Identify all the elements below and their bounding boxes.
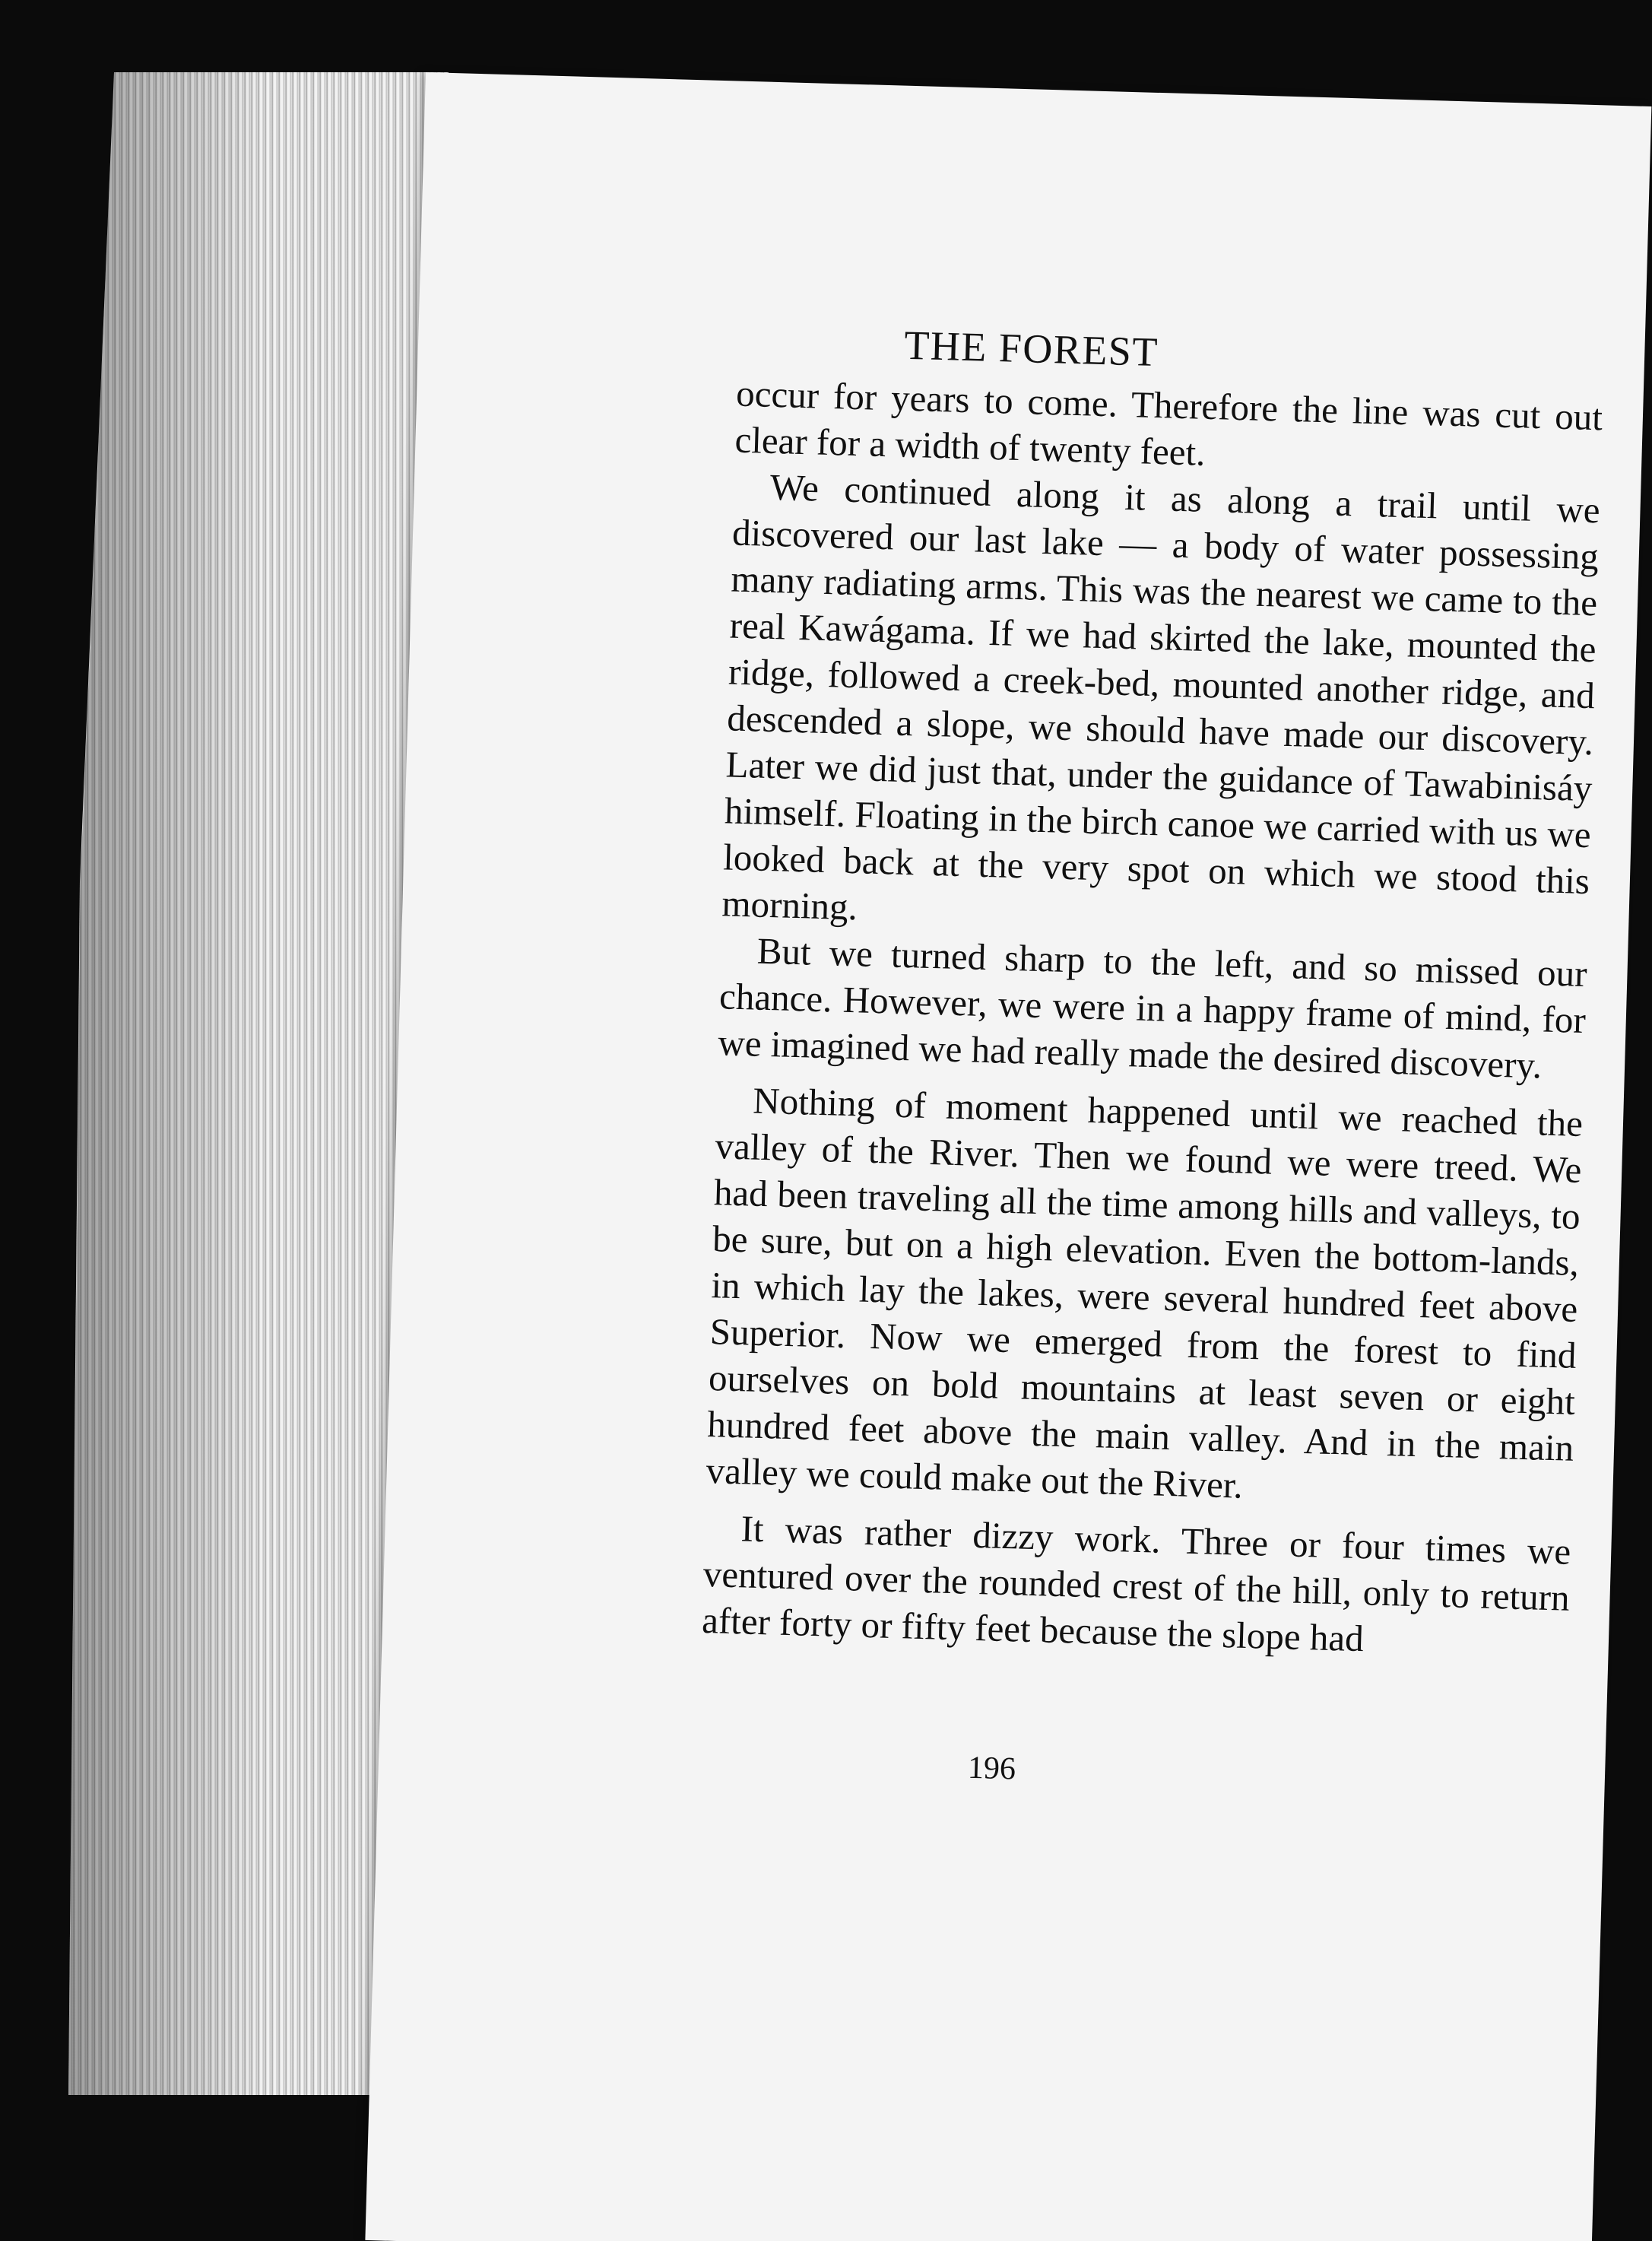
page-number: 196 bbox=[967, 1750, 1016, 1787]
book-page bbox=[365, 72, 1651, 2241]
paragraph: It was rather dizzy work. Three or four times we ventured over the rounded crest of the hill, only to return after forty or fifty feet because the slope had bbox=[701, 1507, 1572, 1660]
paragraph: We continued along it as along a trail until we discovered our last lake — a body of water possessing many radiating arms. This was the nearest we came to the real Kawágama. If we had skirted the lake, mounted the ridge, followed a creek-bed, mounted another ridge, and descended a slope, we should have made our discovery. Later we did just that, under the guidance of Tawabinisáy himself. Floating in the birch canoe we carried with us we looked back at the very spot on which we stood this morning. bbox=[721, 465, 1601, 928]
paragraph: But we turned sharp to the left, and so missed our chance. However, we were in a happy frame of mind, for we imagined we had really made the desired discovery. bbox=[717, 929, 1588, 1087]
running-head: THE FOREST bbox=[903, 322, 1159, 376]
paragraph: Nothing of moment happened until we reached the valley of the River. Then we found we were treed. We had been traveling all the time among hills and valleys, to be sure, but on a high elevation. Even the bottom-lands, in which lay the lakes, were several hundred feet above Superior. Now we emerged from the forest to find ourselves on bold mountains at least seven or eight hundred feet above the main valley. And in the main valley we could make out the River. bbox=[706, 1079, 1584, 1506]
page-edge-shadow bbox=[68, 72, 266, 2095]
paragraph: occur for years to come. Therefore the line was cut out clear for a width of twenty feet. bbox=[734, 372, 1603, 474]
body-text bbox=[701, 370, 1603, 1668]
